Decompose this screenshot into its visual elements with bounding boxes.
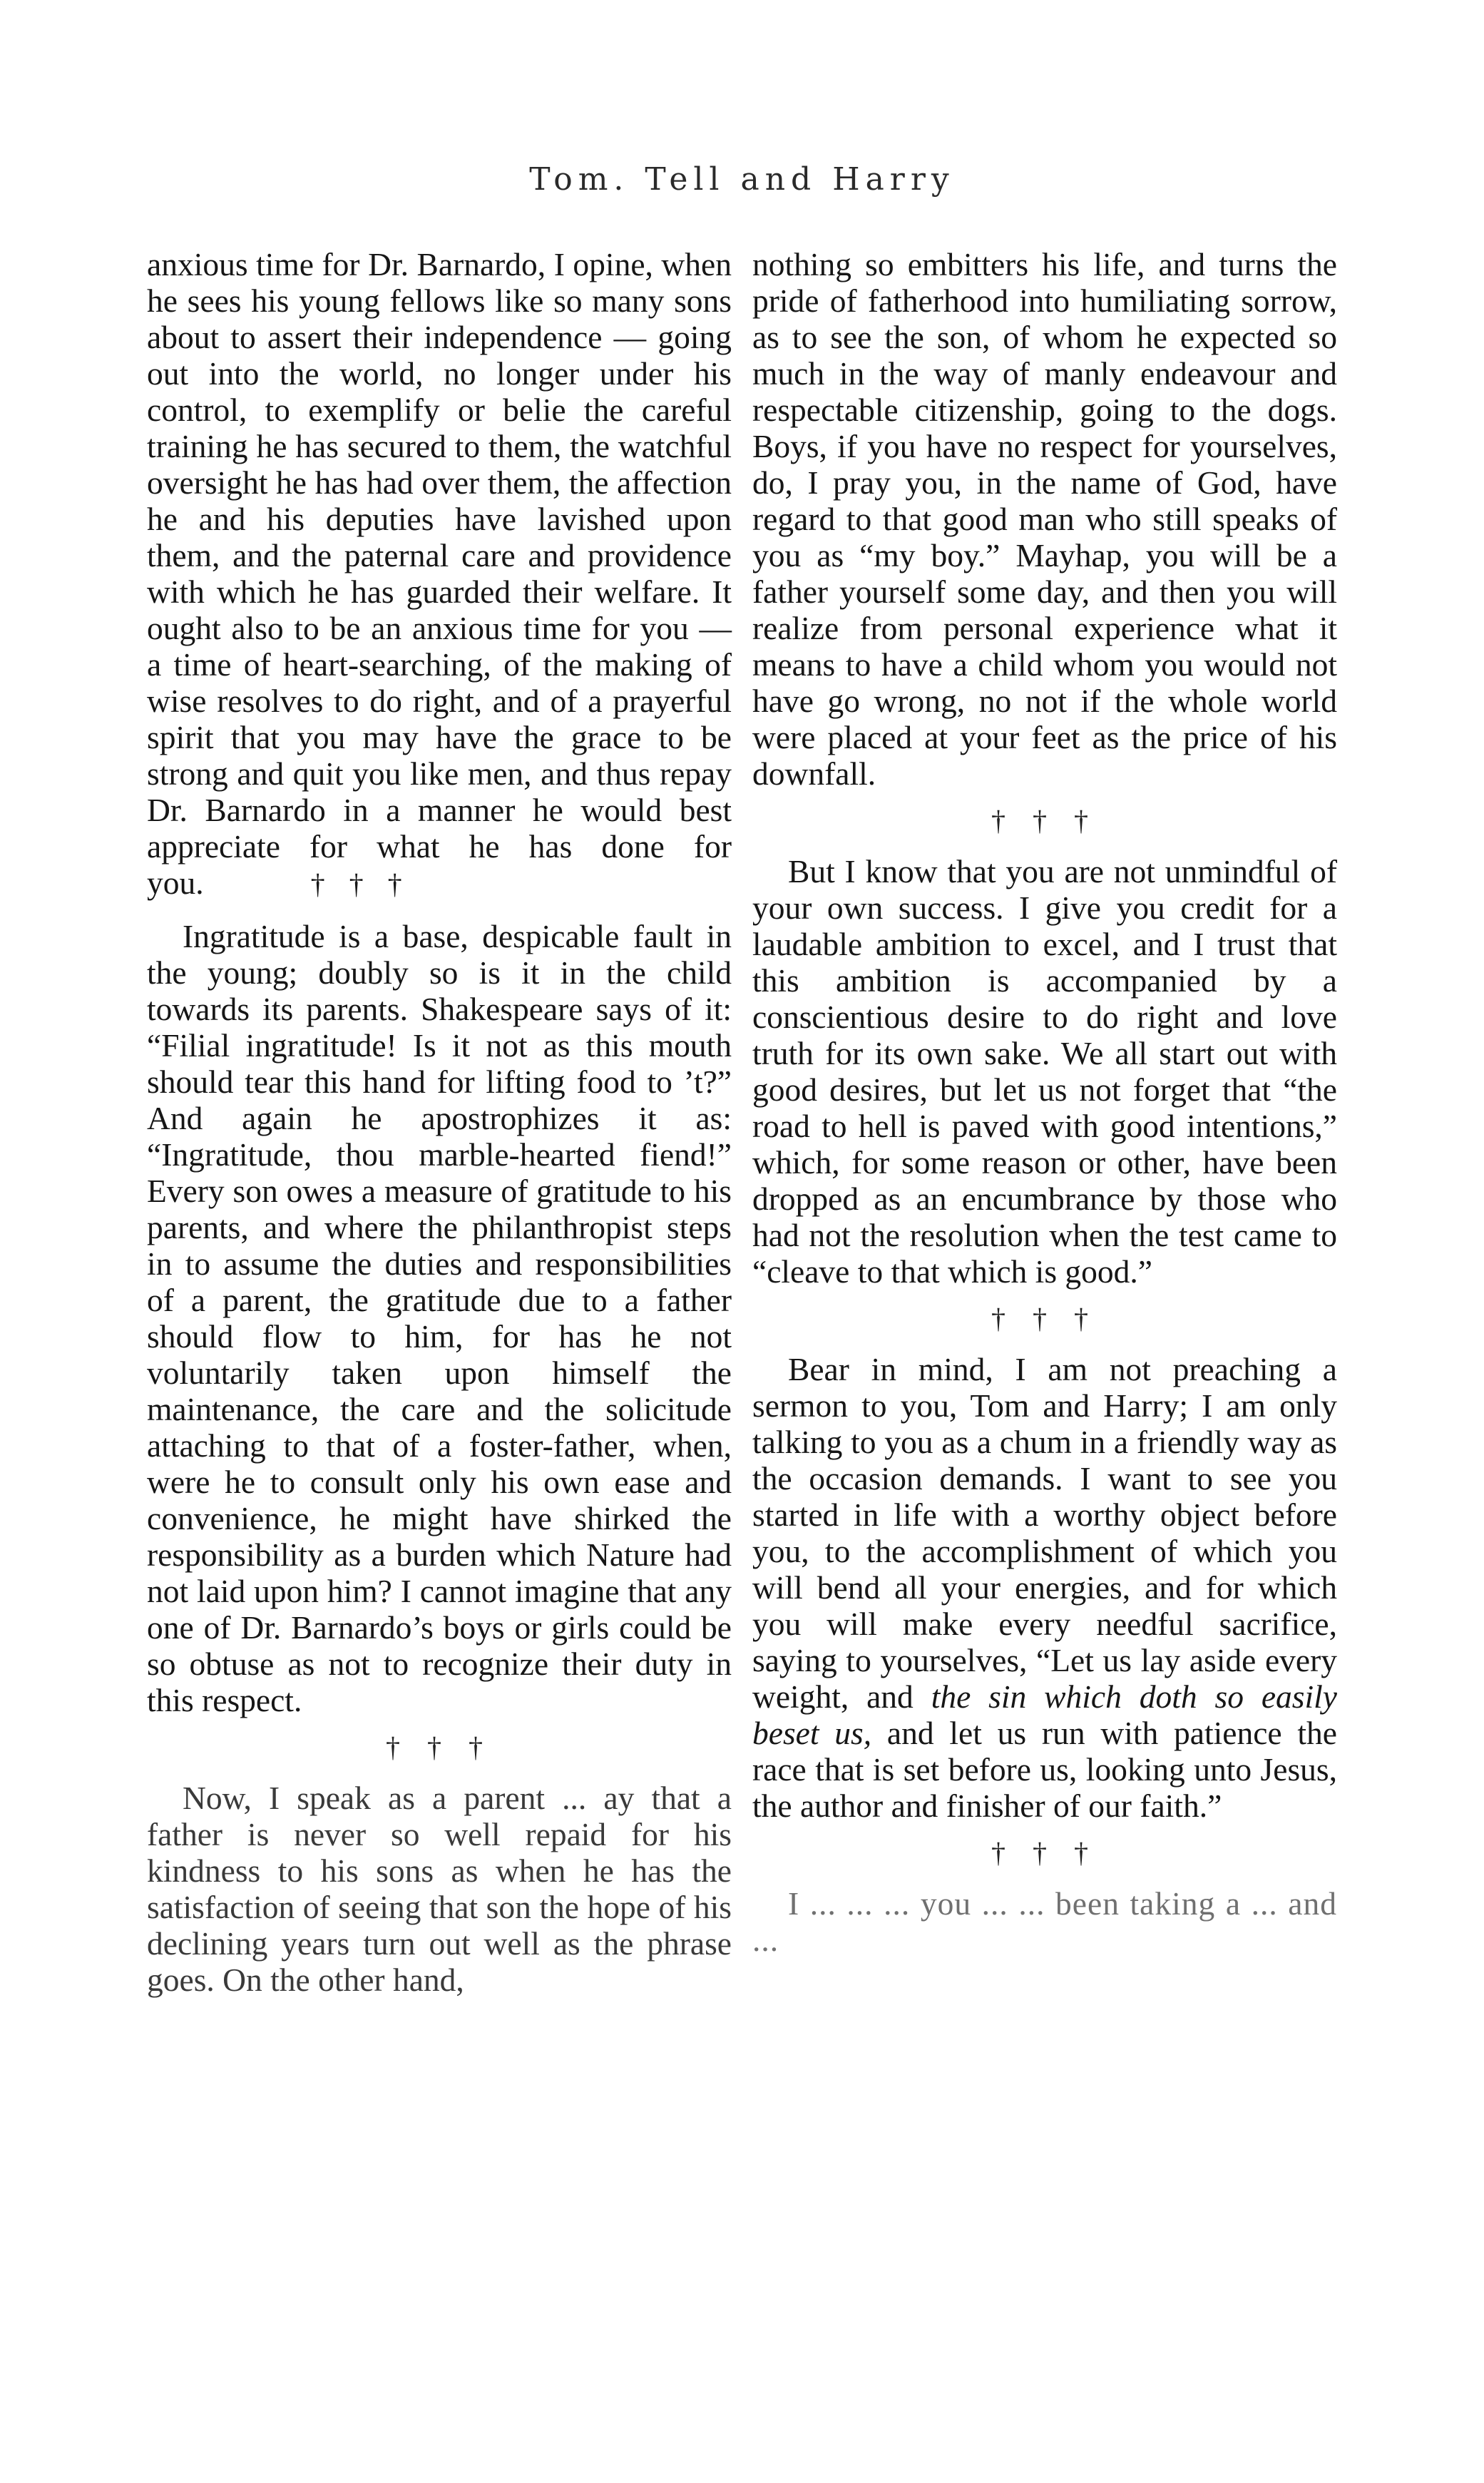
left-paragraph-3: Now, I speak as a parent ... ay that a father is never so well repaid for his kindness to his sons as when he has the satisfaction of seeing that son the hope of his declining years turn out well as the phrase goes. On the other hand,	[147, 1780, 732, 1998]
section-ornament: † † †	[991, 1837, 1098, 1869]
right-paragraph-3-text-b: and let us run with patience the race that is set before us, looking unto Jesus, the author and finisher of our faith.”	[752, 1715, 1338, 1824]
section-ornament: † † †	[991, 1302, 1098, 1335]
section-ornament: † † †	[310, 868, 411, 900]
section-ornament: † † †	[991, 805, 1098, 837]
right-paragraph-1: nothing so embitters his life, and turns the pride of fatherhood into humiliating sorrow, as to see the son, of whom he expected so much in the way of manly endeavour and respectable citizenship, going to the dogs. Boys, if you have no respect for yourselves, do, I pray you, in the name of God, have regard to that good man who still speaks of you as “my boy.” Mayhap, you will be a father yourself some day, and then you will realize from personal experience what it means to have a child whom you would not have go wrong, no not if the whole world were placed at your feet as the price of his downfall.	[752, 246, 1337, 792]
right-paragraph-3	[752, 1351, 1337, 1824]
right-paragraph-3-italic: the sin which doth so easily beset us,	[752, 1678, 1337, 1751]
right-paragraph-2: But I know that you are not unmindful of your own success. I give you credit for a laudable ambition to excel, and I trust that this ambition is accompanied by a conscientious desire to do right and love truth for its own sake. We all start out with good desires, but let us not forget that “the road to hell is paved with good intentions,” which, for some reason or other, have been dropped as an encumbrance by those who had not the resolution when the test came to “cleave to that which is good.”	[752, 853, 1337, 1290]
right-column	[752, 246, 1337, 1958]
left-paragraph-1	[147, 246, 732, 902]
running-head: Tom. Tell and Harry	[529, 161, 955, 198]
left-paragraph-2: Ingratitude is a base, despicable fault in the young; doubly so is it in the child towards its parents. Shakespeare says of it: “Filial ingratitude! Is it not as this mouth should tear this hand for lifting food to ’t?” And again he apostrophizes it as: “Ingratitude, thou marble-hearted fiend!” Every son owes a measure of gratitude to his parents, and where the philanthropist steps in to assume the duties and responsibilities of a parent, the gratitude due to a father should flow to him, for has he not voluntarily taken upon himself the maintenance, the care and the solicitude attaching to that of a foster-father, when, were he to consult only his own ease and convenience, he might have shirked the responsibility as a burden which Nature had not laid upon him? I cannot imagine that any one of Dr. Barnardo’s boys or girls could be so obtuse as not to recognize their duty in this respect.	[147, 918, 732, 1718]
right-paragraph-4: I ... ... ... you ... ... been taking a ... and ...	[752, 1885, 1337, 1958]
section-ornament: † † †	[386, 1731, 493, 1763]
left-paragraph-1-text: anxious time for Dr. Barnardo, I opine, when he sees his young fellows like so many sons about to assert their independence — going out into the world, no longer under his control, to exemplify or belie the careful training he has secured to them, the watchful oversight he has had over them, the affection he and his deputies have lavished upon them, and the paternal care and providence with which he has guarded their welfare. It ought also to be an anxious time for you — a time of heart-searching, of the making of wise resolves to do right, and of a prayerful spirit that you may have the grace to be strong and quit you like men, and thus repay Dr. Barnardo in a manner he would best appreciate for what he has done for you.	[147, 246, 732, 901]
left-column	[147, 246, 732, 1998]
right-paragraph-3-text-a: Bear in mind, I am not preaching a sermon to you, Tom and Harry; I am only talking to you as a chum in a friendly way as the occasion demands. I want to see you started in life with a worthy object before you, to the accomplishment of which you will bend all your energies, and for which you will make every needful sacrifice, saying to yourselves, “Let us lay aside every weight, and	[752, 1351, 1337, 1715]
